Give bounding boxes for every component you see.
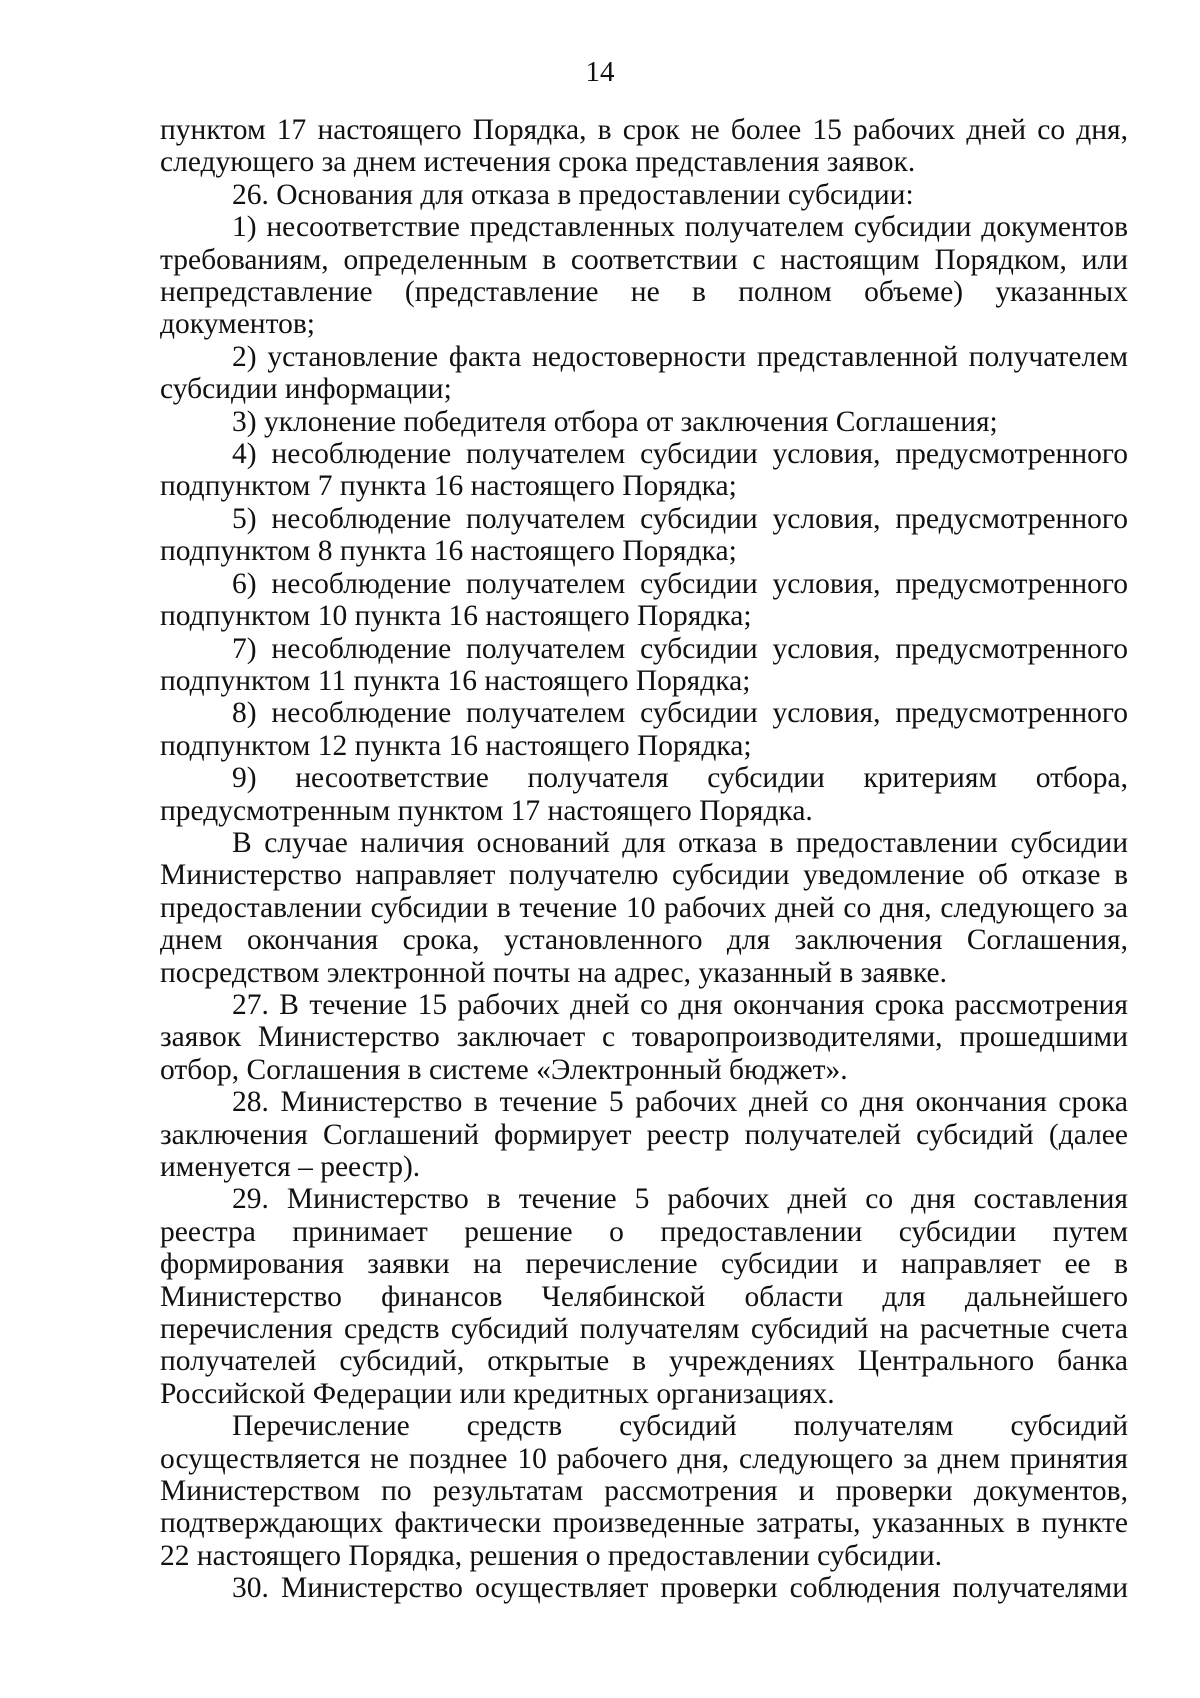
list-item-1: 1) несоответствие представленных получателем субсидии документов требованиям, определенным в соответствии с настоящим Порядком, или непредставление (представление не в полном объеме) указанных документов; bbox=[160, 211, 1128, 341]
list-item-7: 7) несоблюдение получателем субсидии условия, предусмотренного подпунктом 11 пункта 16 настоящего Порядка; bbox=[160, 632, 1128, 697]
paragraph-transfer-terms: Перечисление средств субсидий получателям субсидий осуществляется не позднее 10 рабочего дня, следующего за днем принятия Министерством по результатам рассмотрения и проверки документов, подтверждающих фактически произведенные затраты, указанных в пункте 22 настоящего Порядка, решения о предоставлении субсидии. bbox=[160, 1410, 1128, 1572]
list-item-2: 2) установление факта недостоверности представленной получателем субсидии информации; bbox=[160, 340, 1128, 406]
paragraph-continuation: пунктом 17 настоящего Порядка, в срок не более 15 рабочих дней со дня, следующего за днем истечения срока представления заявок. bbox=[160, 114, 1128, 179]
list-item-8: 8) несоблюдение получателем субсидии условия, предусмотренного подпунктом 12 пункта 16 настоящего Порядка; bbox=[160, 697, 1128, 762]
document-body bbox=[160, 114, 1128, 1605]
paragraph-27: 27. В течение 15 рабочих дней со дня окончания срока рассмотрения заявок Министерство заключает с товаропроизводителями, прошедшими отбор, Соглашения в системе «Электронный бюджет». bbox=[160, 988, 1128, 1086]
list-item-6: 6) несоблюдение получателем субсидии условия, предусмотренного подпунктом 10 пункта 16 настоящего Порядка; bbox=[160, 567, 1128, 633]
list-item-5: 5) несоблюдение получателем субсидии условия, предусмотренного подпунктом 8 пункта 16 настоящего Порядка; bbox=[160, 502, 1128, 568]
page-number: 14 bbox=[585, 56, 615, 88]
list-item-9: 9) несоответствие получателя субсидии критериям отбора, предусмотренным пунктом 17 настоящего Порядка. bbox=[160, 762, 1128, 827]
paragraph-29: 29. Министерство в течение 5 рабочих дней со дня составления реестра принимает решение о предоставлении субсидии путем формирования заявки на перечисление субсидии и направляет ее в Министерство финансов Челябинской области для дальнейшего перечисления средств субсидий получателям субсидий на расчетные счета получателей субсидий, открытые в учреждениях Центрального банка Российской Федерации или кредитных организациях. bbox=[160, 1183, 1128, 1410]
paragraph-28: 28. Министерство в течение 5 рабочих дней со дня окончания срока заключения Соглашений формирует реестр получателей субсидий (далее именуется – реестр). bbox=[160, 1086, 1128, 1183]
paragraph-refusal-notice: В случае наличия оснований для отказа в предоставлении субсидии Министерство направляет получателю субсидии уведомление об отказе в предоставлении субсидии в течение 10 рабочих дней со дня, следующего за днем окончания срока, установленного для заключения Соглашения, посредством электронной почты на адрес, указанный в заявке. bbox=[160, 826, 1128, 989]
paragraph-30: 30. Министерство осуществляет проверки соблюдения получателями bbox=[232, 1572, 1128, 1605]
list-item-3: 3) уклонение победителя отбора от заключения Соглашения; bbox=[232, 405, 998, 438]
paragraph-26-heading: 26. Основания для отказа в предоставлении субсидии: bbox=[232, 178, 914, 211]
list-item-4: 4) несоблюдение получателем субсидии условия, предусмотренного подпунктом 7 пункта 16 настоящего Порядка; bbox=[160, 438, 1128, 503]
